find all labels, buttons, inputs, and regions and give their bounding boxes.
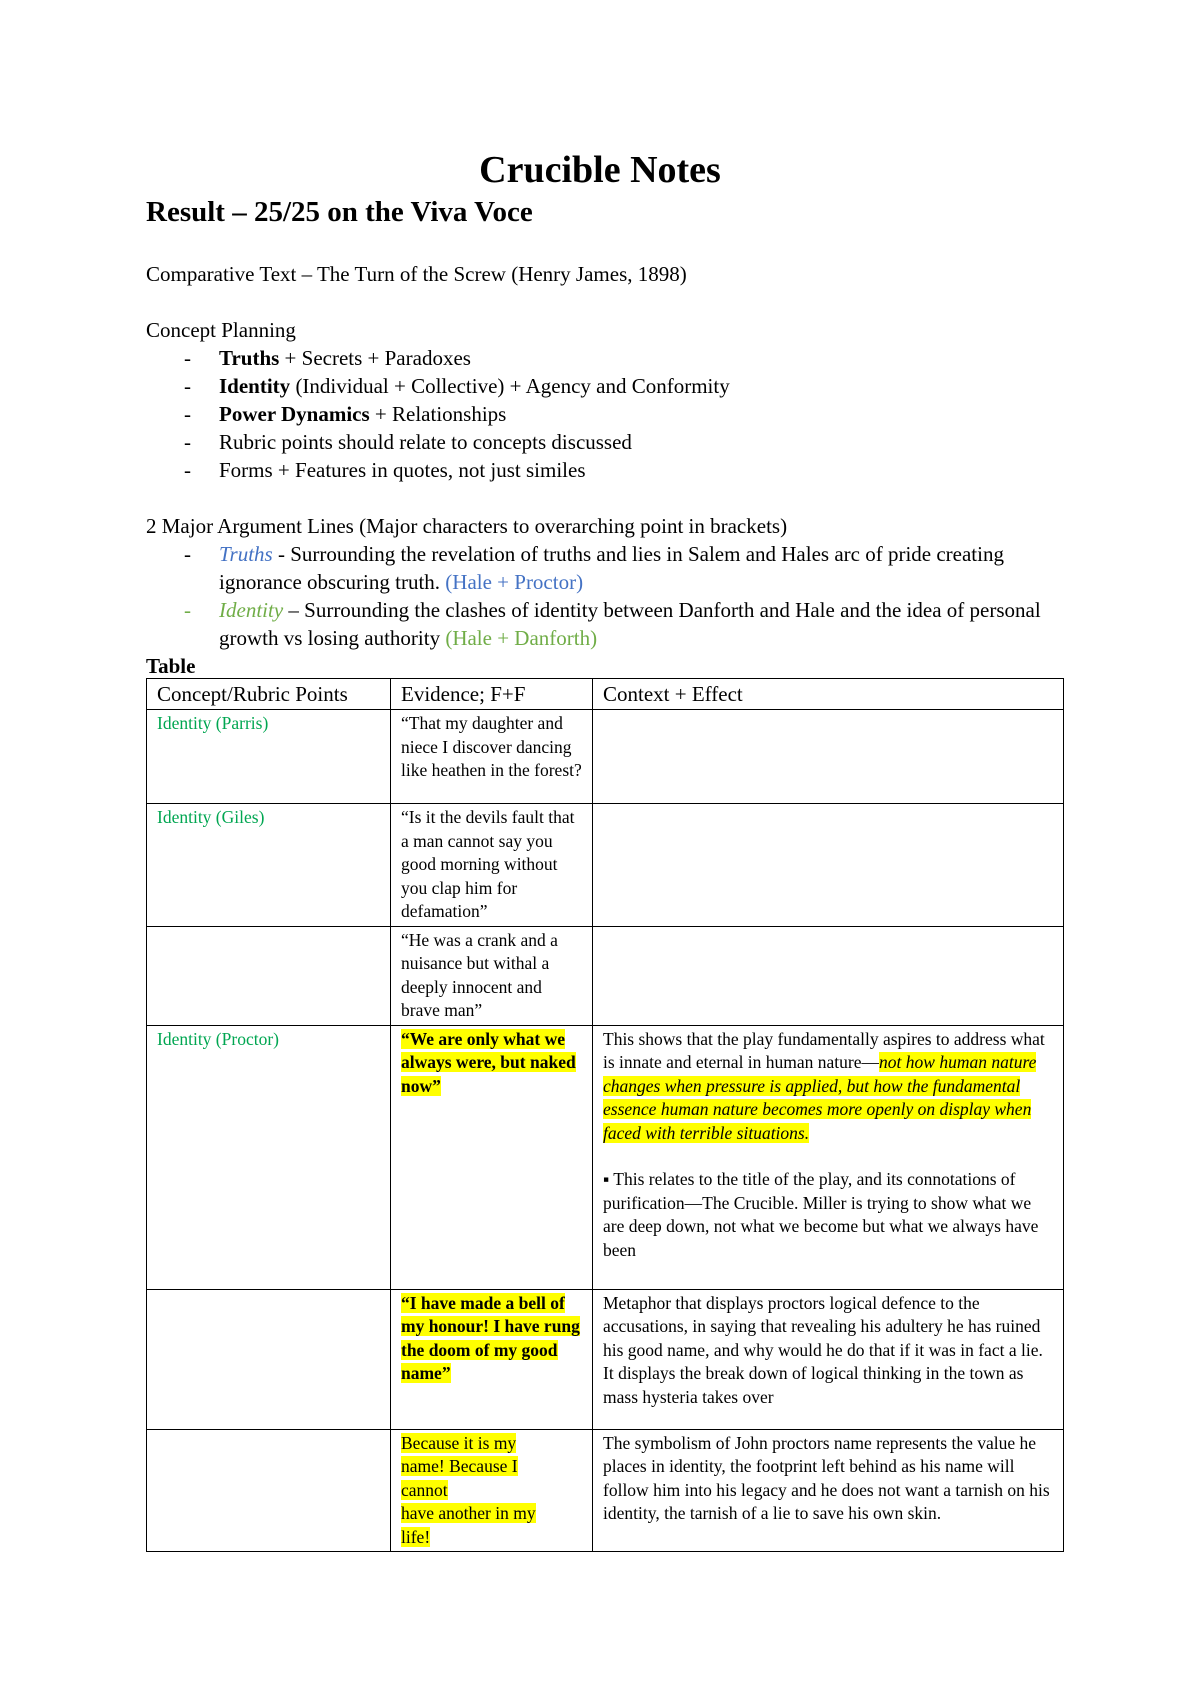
context-cell	[593, 1025, 1064, 1289]
context-highlight: not how human nature changes when pressure is applied, but how the fundamental essence human nature becomes more openly on display when faced with terrible situations.	[603, 1052, 1037, 1143]
concept-cell: Identity (Parris)	[147, 710, 391, 804]
evidence-cell	[391, 1289, 593, 1429]
list-item: - Forms + Features in quotes, not just similes	[184, 458, 586, 482]
concept-cell	[147, 1429, 391, 1552]
quote-line: cannot	[401, 1479, 448, 1500]
context-bullet: ▪ This relates to the title of the play, and its connotations of purification—The Crucible. Miller is trying to show what we are deep down, not what we become but what we always have been	[603, 1169, 1039, 1260]
evidence-cell: “That my daughter and niece I discover dancing like heathen in the forest?	[391, 710, 593, 804]
table-row	[147, 710, 1064, 804]
context-cell: The symbolism of John proctors name represents the value he places in identity, the footprint left behind as his name will follow him into his legacy and he does not want a tarnish on his identity, the tarnish of a lie to save his own skin.	[593, 1429, 1064, 1552]
table-row	[147, 1289, 1064, 1429]
column-header: Evidence; F+F	[391, 679, 593, 710]
table-row	[147, 926, 1064, 1025]
column-header: Concept/Rubric Points	[147, 679, 391, 710]
list-item: - Power Dynamics + Relationships	[184, 402, 507, 426]
highlighted-quote: “We are only what we always were, but naked now”	[401, 1028, 576, 1096]
list-item: - Identity – Surrounding the clashes of identity between Danforth and Hale and the idea of personal growth vs losing authority (Hale + Danforth)	[184, 598, 1041, 650]
result-heading: Result – 25/25 on the Viva Voce	[146, 196, 533, 228]
page-title: Crucible Notes	[479, 149, 721, 191]
table-row	[147, 1429, 1064, 1552]
evidence-cell: “Is it the devils fault that a man cannot say you good morning without you clap him for defamation”	[391, 804, 593, 927]
concept-cell: Identity (Giles)	[147, 804, 391, 927]
concept-cell: Identity (Proctor)	[147, 1025, 391, 1289]
concept-planning-heading: Concept Planning	[146, 318, 296, 342]
context-intro: This shows that the play fundamentally aspires to address what is innate and eternal in human nature—	[603, 1028, 1045, 1072]
list-item: - Rubric points should relate to concepts discussed	[184, 430, 632, 454]
concept-planning-list	[146, 344, 1066, 484]
concept-cell	[147, 926, 391, 1025]
list-item: - Truths + Secrets + Paradoxes	[184, 346, 471, 370]
context-cell	[593, 926, 1064, 1025]
evidence-cell	[391, 1429, 593, 1552]
highlighted-quote: “I have made a bell of my honour! I have rung the doom of my good name”	[401, 1292, 580, 1383]
table-row	[147, 1025, 1064, 1289]
quote-line: Because it is my	[401, 1432, 517, 1453]
comparative-text: Comparative Text – The Turn of the Screw (Henry James, 1898)	[146, 262, 687, 286]
argument-lines-list	[146, 540, 1066, 652]
column-header: Context + Effect	[593, 679, 1064, 710]
quote-line: name! Because I	[401, 1456, 518, 1476]
table-row	[147, 804, 1064, 927]
context-cell	[593, 710, 1064, 804]
evidence-cell: “He was a crank and a nuisance but withal a deeply innocent and brave man”	[391, 926, 593, 1025]
quote-line: life!	[401, 1526, 431, 1547]
table-header-row	[147, 679, 1064, 710]
evidence-cell	[391, 1025, 593, 1289]
context-cell	[593, 804, 1064, 927]
notes-table	[146, 678, 1064, 1552]
table-label: Table	[146, 654, 196, 678]
list-item: - Identity (Individual + Collective) + Agency and Conformity	[184, 374, 730, 398]
context-cell: Metaphor that displays proctors logical defence to the accusations, in saying that revealing his adultery he has ruined his good name, and why would he do that if it was in fact a lie. It displays the break down of logical thinking in the town as mass hysteria takes over	[593, 1289, 1064, 1429]
list-item: - Truths - Surrounding the revelation of truths and lies in Salem and Hales arc of pride creating ignorance obscuring truth. (Hale + Proctor)	[184, 542, 1004, 594]
argument-lines-heading: 2 Major Argument Lines (Major characters to overarching point in brackets)	[146, 514, 788, 538]
quote-line: have another in my	[401, 1503, 536, 1523]
concept-cell	[147, 1289, 391, 1429]
